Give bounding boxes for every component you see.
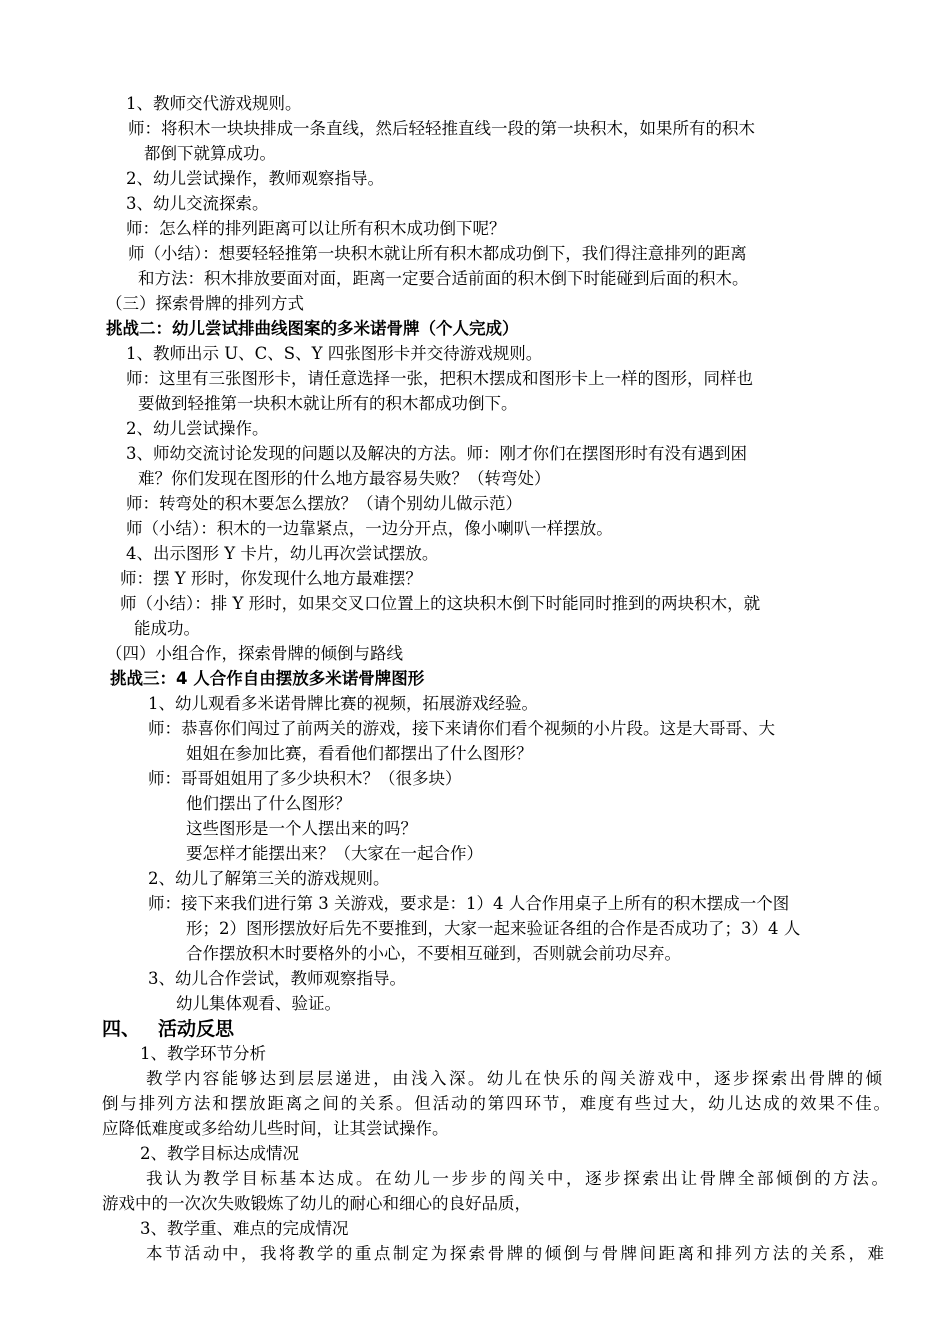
text-line: 师：将积木一块块排成一条直线，然后轻轻推直线一段的第一块积木，如果所有的积木 [128,119,755,138]
paragraph-line: 教学内容能够达到层层递进，由浅入深。幼儿在快乐的闯关游戏中，逐步探索出骨牌的倾 [146,1069,882,1088]
text-line: 师（小结）：想要轻轻推第一块积木就让所有积木都成功倒下，我们得注意排列的距离 [128,244,747,263]
paragraph-line: 倒与排列方法和摆放距离之间的关系。但活动的第四环节，难度有些过大，幼儿达成的效果不佳。 [102,1094,890,1113]
text-line: 师：哥哥姐姐用了多少块积木？（很多块） [148,769,462,788]
text-line: 和方法：积木排放要面对面，距离一定要合适前面的积木倒下时能碰到后面的积木。 [138,269,749,288]
text-line: 2、幼儿尝试操作，教师观察指导。 [126,169,384,188]
paragraph-line: 游戏中的一次次失败锻炼了幼儿的耐心和细心的良好品质， [102,1194,531,1213]
chapter-heading: 活动反思 [158,1018,235,1040]
text-line: 他们摆出了什么图形？ [186,794,351,813]
text-line: 2、幼儿尝试操作。 [126,419,269,438]
text-line: 2、教学目标达成情况 [140,1144,299,1163]
section-heading: （四）小组合作，探索骨牌的倾倒与路线 [106,644,403,663]
paragraph-line: 应降低难度或多给幼儿些时间，让其尝试操作。 [102,1119,449,1138]
text-line: 1、幼儿观看多米诺骨牌比赛的视频，拓展游戏经验。 [148,694,538,713]
text-line: 都倒下就算成功。 [144,144,276,163]
text-line: 师：这里有三张图形卡，请任意选择一张，把积木摆成和图形卡上一样的图形，同样也 [126,369,753,388]
text-line: 合作摆放积木时要格外的小心，不要相互碰到，否则就会前功尽弃。 [186,944,681,963]
paragraph-line: 本节活动中，我将教学的重点制定为探索骨牌的倾倒与骨牌间距离和排列方法的关系，难 [146,1244,884,1263]
challenge-heading: 挑战二：幼儿尝试排曲线图案的多米诺骨牌（个人完成） [106,319,519,338]
text-line: 师：怎么样的排列距离可以让所有积木成功倒下呢？ [126,219,506,238]
text-line: 3、幼儿合作尝试，教师观察指导。 [148,969,406,988]
text-line: 师（小结）：排 Y 形时，如果交叉口位置上的这块积木倒下时能同时推到的两块积木，就 [120,594,761,613]
text-line: 幼儿集体观看、验证。 [176,994,341,1013]
text-line: 1、教师交代游戏规则。 [126,94,302,113]
section-heading: （三）探索骨牌的排列方式 [106,294,304,313]
text-line: 师：摆 Y 形时，你发现什么地方最难摆？ [120,569,422,588]
text-line: 要做到轻推第一块积木就让所有的积木都成功倒下。 [138,394,518,413]
paragraph-line: 我认为教学目标基本达成。在幼儿一步步的闯关中，逐步探索出让骨牌全部倾倒的方法。 [146,1169,888,1188]
text-line: 师：恭喜你们闯过了前两关的游戏，接下来请你们看个视频的小片段。这是大哥哥、大 [148,719,775,738]
text-line: 2、幼儿了解第三关的游戏规则。 [148,869,390,888]
text-line: 4、出示图形 Y 卡片，幼儿再次尝试摆放。 [126,544,439,563]
challenge-heading: 挑战三：4 人合作自由摆放多米诺骨牌图形 [110,669,425,688]
text-line: 师：接下来我们进行第 3 关游戏，要求是：1）4 人合作用桌子上所有的积木摆成一个图 [148,894,790,913]
text-line: 形；2）图形摆放好后先不要推到，大家一起来验证各组的合作是否成功了；3）4 人 [186,919,801,938]
text-line: 3、教学重、难点的完成情况 [140,1219,349,1238]
text-line: 师：转弯处的积木要怎么摆放？（请个别幼儿做示范） [126,494,522,513]
text-line: 师（小结）：积木的一边靠紧点，一边分开点，像小喇叭一样摆放。 [126,519,613,538]
chapter-number: 四、 [102,1018,141,1040]
text-line: 3、幼儿交流探索。 [126,194,269,213]
text-line: 这些图形是一个人摆出来的吗？ [186,819,417,838]
text-line: 能成功。 [134,619,200,638]
text-line: 1、教师出示 U、C、S、Y 四张图形卡并交待游戏规则。 [126,344,543,363]
text-line: 难？你们发现在图形的什么地方最容易失败？（转弯处） [138,469,551,488]
text-line: 要怎样才能摆出来？（大家在一起合作） [186,844,483,863]
text-line: 1、教学环节分析 [140,1044,266,1063]
text-line: 3、师幼交流讨论发现的问题以及解决的方法。师：刚才你们在摆图形时有没有遇到困 [126,444,747,463]
text-line: 姐姐在参加比赛，看看他们都摆出了什么图形？ [186,744,533,763]
